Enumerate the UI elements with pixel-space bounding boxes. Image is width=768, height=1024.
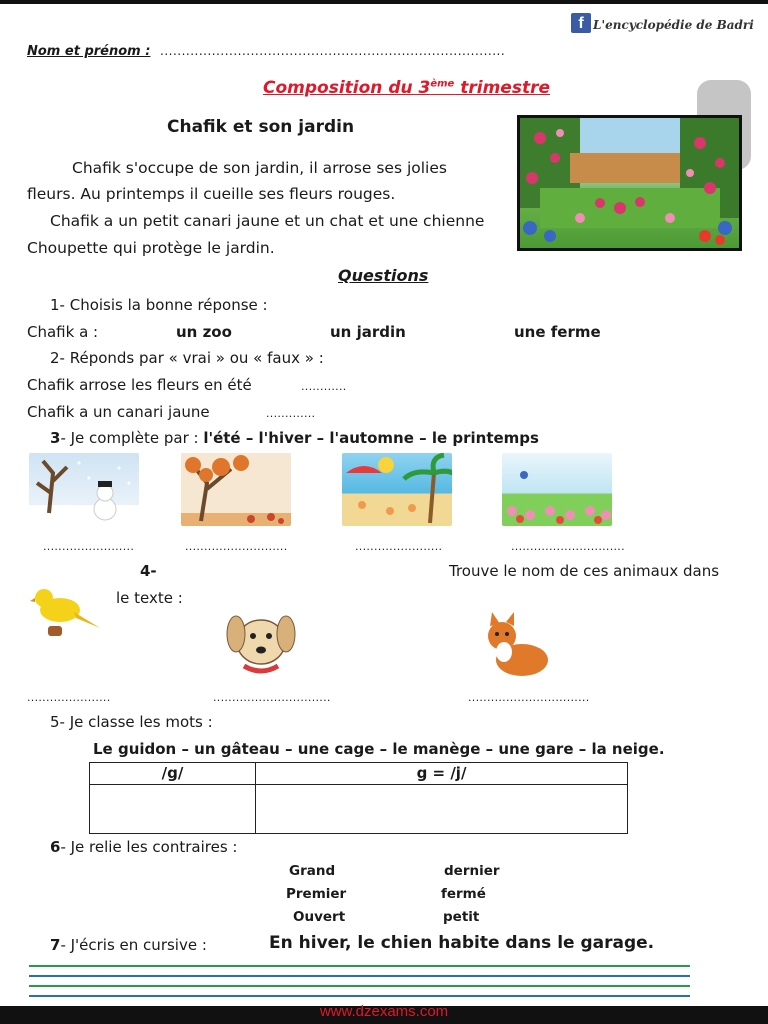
spring-image <box>502 453 612 526</box>
canary-image <box>30 582 102 644</box>
q7-instruction: - J'écris en cursive : <box>60 936 207 954</box>
writing-line-3 <box>29 985 690 987</box>
col-g-cell[interactable] <box>90 784 256 833</box>
q1-option-2: un jardin <box>330 323 406 341</box>
q4-label-2: le texte : <box>116 589 183 607</box>
questions-heading: Questions <box>338 266 429 285</box>
footer-watermark[interactable]: www.dzexams.com <box>319 1003 449 1020</box>
q2-answer-1: ............ <box>301 380 347 393</box>
text-title: Chafik et son jardin <box>167 117 355 137</box>
writing-line-2 <box>29 975 690 977</box>
q4-label: Trouve le nom de ces animaux dans <box>449 562 720 580</box>
classify-table <box>89 762 628 834</box>
name-label: Nom et prénom : <box>27 44 151 59</box>
q3-words: l'été – l'hiver – l'automne – le printemps <box>203 429 539 447</box>
q1-prefix: Chafik a : <box>27 323 99 341</box>
q1-label: 1- Choisis la bonne réponse : <box>50 296 268 314</box>
text-line-3: Chafik a un petit canari jaune et un chat et une chienne <box>50 212 485 230</box>
right-word-3: petit <box>443 909 480 925</box>
name-dots: ................................................................................ <box>160 44 506 58</box>
top-border <box>0 0 768 4</box>
q4-answer-1: ...................... <box>27 691 111 704</box>
q4-num: 4- <box>140 562 157 580</box>
page-title <box>263 78 550 98</box>
q5-words: Le guidon – un gâteau – une cage – le manège – une gare – la neige. <box>93 740 665 758</box>
writing-line-1 <box>29 965 690 967</box>
q1-option-1: un zoo <box>176 323 232 341</box>
winter-image <box>29 453 139 526</box>
text-line-1: Chafik s'occupe de son jardin, il arrose ses jolies <box>72 159 447 177</box>
q2-answer-2: ............. <box>266 407 316 420</box>
q7-sentence: En hiver, le chien habite dans le garage. <box>269 933 655 953</box>
q3-answer-2: ........................... <box>185 540 288 553</box>
col-j-cell[interactable] <box>256 784 628 833</box>
left-word-3: Ouvert <box>293 909 346 925</box>
q7-num: 7 <box>50 936 61 954</box>
col-j-header: g = /j/ <box>256 763 628 785</box>
q1-option-3: une ferme <box>514 323 601 341</box>
q6-num: 6 <box>50 838 61 856</box>
garden-image <box>517 115 742 251</box>
q6-instruction: - Je relie les contraires : <box>60 838 238 856</box>
title-tail: trimestre <box>454 78 550 98</box>
q7-label <box>50 936 207 954</box>
q4-answer-3: ................................ <box>468 691 590 704</box>
left-word-1: Grand <box>289 863 336 879</box>
dog-image <box>222 608 300 680</box>
summer-image <box>342 453 452 526</box>
q2-statement-1: Chafik arrose les fleurs en été <box>27 376 252 394</box>
q5-label: 5- Je classe les mots : <box>50 713 213 731</box>
q3-answer-1: ........................ <box>43 540 135 553</box>
col-g-header: /g/ <box>90 763 256 785</box>
q3-answer-4: .............................. <box>511 540 625 553</box>
q3-num: 3 <box>50 429 61 447</box>
facebook-icon: f <box>571 13 591 33</box>
q2-statement-2: Chafik a un canari jaune <box>27 403 210 421</box>
brand-name: L'encyclopédie de Badri <box>593 18 754 32</box>
autumn-image <box>181 453 291 526</box>
writing-line-4 <box>29 995 690 997</box>
q3-instruction: - Je complète par : <box>60 429 204 447</box>
cat-image <box>478 612 556 680</box>
text-line-4: Choupette qui protège le jardin. <box>27 239 275 257</box>
left-word-2: Premier <box>286 886 347 902</box>
title-sup: ème <box>430 78 455 90</box>
title-main: Composition du 3 <box>263 78 431 98</box>
q4-answer-2: ............................... <box>213 691 331 704</box>
q2-label: 2- Réponds par « vrai » ou « faux » : <box>50 349 324 367</box>
q6-label <box>50 838 237 856</box>
q3-answer-3: ....................... <box>355 540 443 553</box>
right-word-1: dernier <box>444 863 500 879</box>
q3-label <box>50 429 539 447</box>
text-line-2: fleurs. Au printemps il cueille ses fleurs rouges. <box>27 185 396 203</box>
right-word-2: fermé <box>441 886 486 902</box>
